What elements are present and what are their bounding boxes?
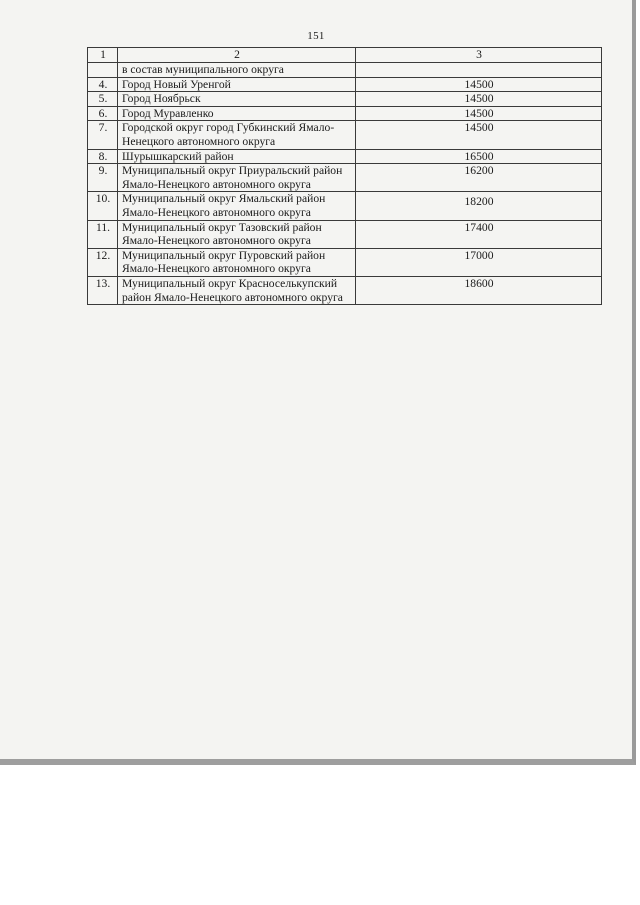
row-name: Город Ноябрьск: [118, 92, 356, 107]
table-row: [88, 220, 602, 248]
row-name: Город Муравленко: [118, 106, 356, 121]
continuation-value-cell: [356, 63, 602, 78]
table-row: [88, 248, 602, 276]
row-value: 18200: [464, 195, 494, 209]
row-number: 11.: [88, 220, 118, 248]
row-value: 14500: [356, 106, 602, 121]
row-name: Муниципальный округ Тазовский район Ямало-Ненецкого автономного округа: [118, 220, 356, 248]
continuation-row: [88, 63, 602, 78]
data-table: [87, 47, 602, 305]
row-number: 5.: [88, 92, 118, 107]
row-value: 16500: [356, 149, 602, 164]
continuation-text: в состав муниципального округа: [118, 63, 356, 78]
row-name: Муниципальный округ Красноселькупский район Ямало-Ненецкого автономного округа: [118, 276, 356, 304]
row-name: Муниципальный округ Пуровский район Ямало-Ненецкого автономного округа: [118, 248, 356, 276]
row-value: 17000: [356, 248, 602, 276]
header-col-1: 1: [88, 48, 118, 63]
row-value: 17400: [356, 220, 602, 248]
row-value: 14500: [356, 77, 602, 92]
continuation-num-cell: [88, 63, 118, 78]
row-name: Муниципальный округ Приуральский район Ямало-Ненецкого автономного округа: [118, 164, 356, 192]
table-row: [88, 164, 602, 192]
row-number: 13.: [88, 276, 118, 304]
row-value: 16200: [356, 164, 602, 192]
table-row: [88, 77, 602, 92]
row-number: 8.: [88, 149, 118, 164]
table-row: [88, 276, 602, 304]
row-value-cell: [356, 192, 602, 220]
row-number: 7.: [88, 121, 118, 149]
header-col-2: 2: [118, 48, 356, 63]
header-col-3: 3: [356, 48, 602, 63]
row-value: 14500: [356, 92, 602, 107]
table-row: [88, 121, 602, 149]
row-name: Муниципальный округ Ямальский район Ямало-Ненецкого автономного округа: [118, 192, 356, 220]
row-name: Город Новый Уренгой: [118, 77, 356, 92]
row-number: 10.: [88, 192, 118, 220]
row-value: 14500: [356, 121, 602, 149]
table-row: [88, 92, 602, 107]
row-name: Городской округ город Губкинский Ямало-Ненецкого автономного округа: [118, 121, 356, 149]
row-number: 12.: [88, 248, 118, 276]
blank-area: [0, 771, 640, 905]
row-name: Шурышкарский район: [118, 149, 356, 164]
row-value: 18600: [356, 276, 602, 304]
table-row: [88, 149, 602, 164]
table-row: [88, 192, 602, 220]
row-number: 9.: [88, 164, 118, 192]
row-number: 6.: [88, 106, 118, 121]
header-row: [88, 48, 602, 63]
table-row: [88, 106, 602, 121]
row-number: 4.: [88, 77, 118, 92]
page-number: 151: [307, 30, 325, 42]
